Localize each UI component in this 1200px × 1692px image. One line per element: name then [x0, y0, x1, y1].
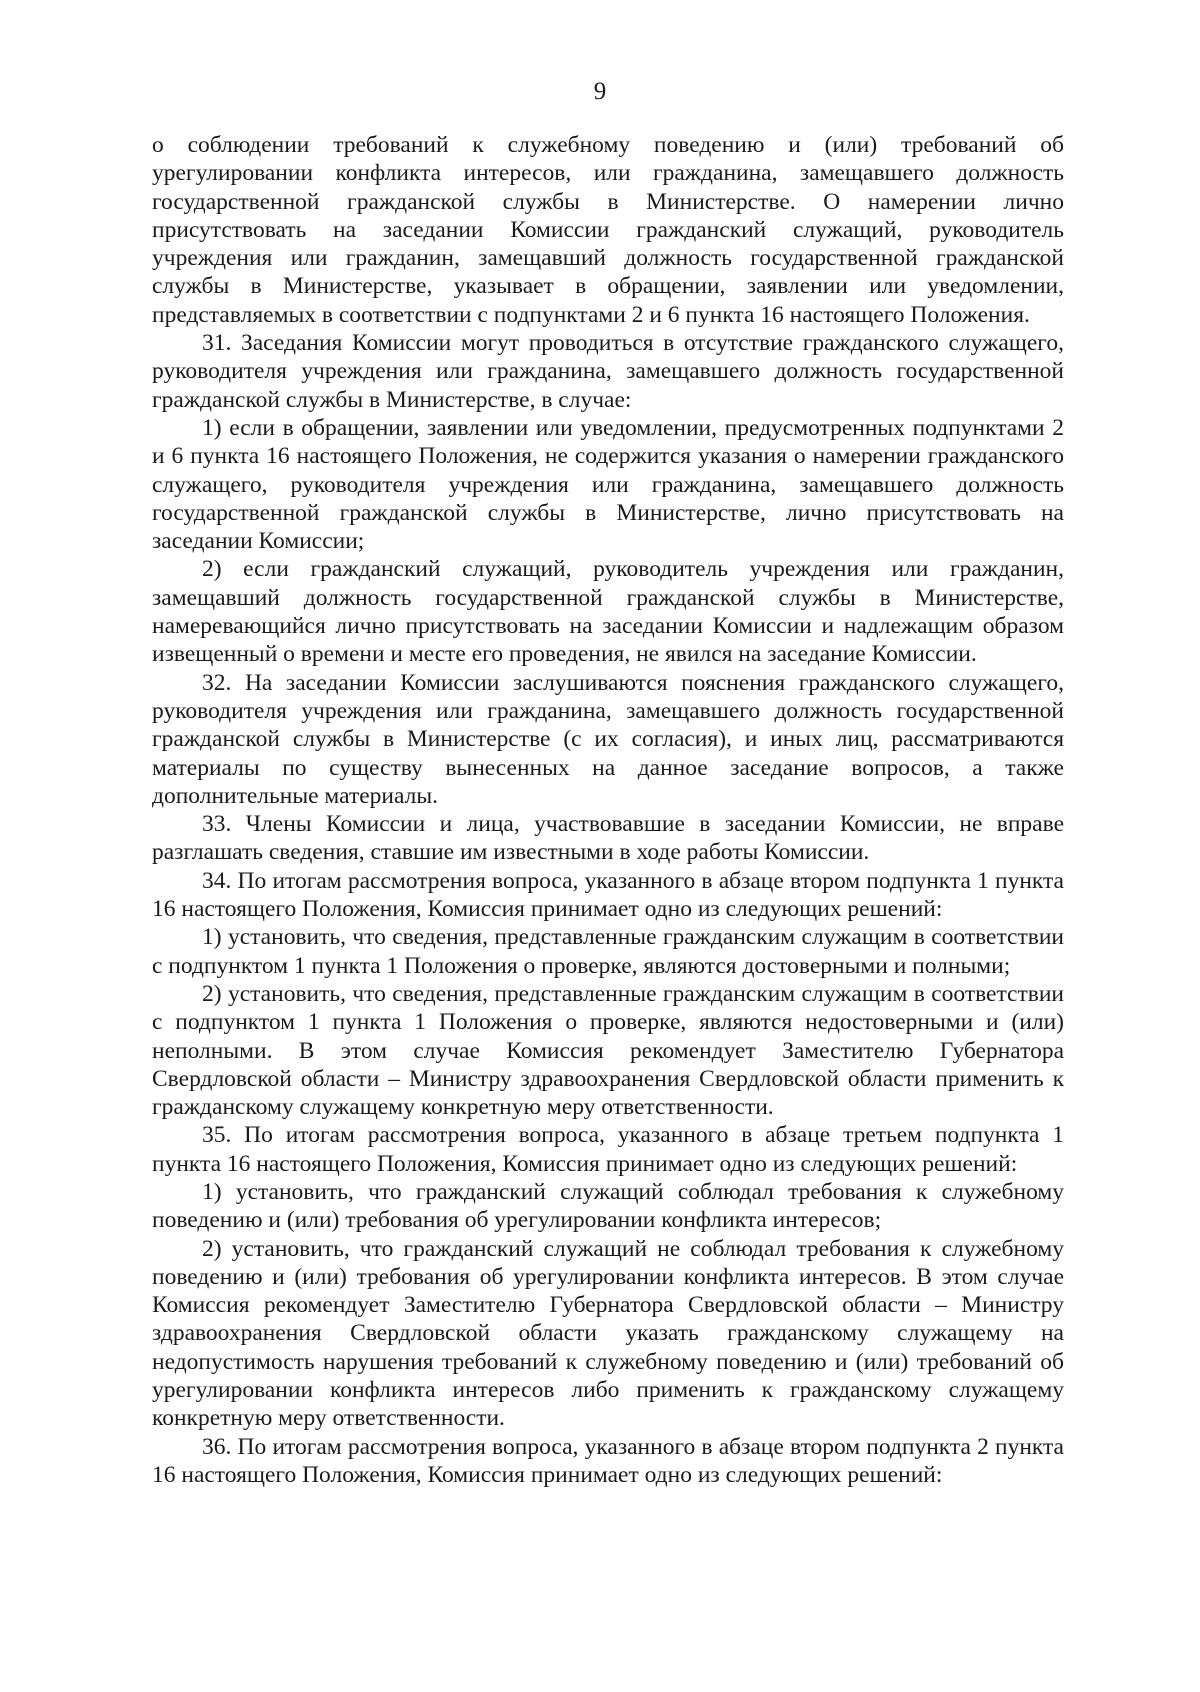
paragraph-36: 36. По итогам рассмотрения вопроса, указанного в абзаце втором подпункта 2 пункта 16 настоящего Положения, Комиссия принимает одно из следующих решений:: [152, 1433, 1064, 1488]
paragraph-32: 32. На заседании Комиссии заслушиваются пояснения гражданского служащего, руководителя учреждения или гражданина, замещавшего должность государственной гражданской службы в Министерстве (с их согласия), и иных лиц, рассматриваются материалы по существу вынесенных на данное заседание вопросов, а также дополнительные материалы.: [152, 669, 1064, 809]
paragraph-34: 34. По итогам рассмотрения вопроса, указанного в абзаце втором подпункта 1 пункта 16 настоящего Положения, Комиссия принимает одно из следующих решений:: [152, 867, 1064, 923]
page-number: 9: [593, 78, 607, 105]
paragraph-31-item-1: 1) если в обращении, заявлении или уведомлении, предусмотренных подпунктами 2 и 6 пункта 16 настоящего Положения, не содержится указания о намерении гражданского служащего, руководителя учреждения или гражданина, замещавшего должность государственной гражданской службы в Министерстве, лично присутствовать на заседании Комиссии;: [152, 414, 1064, 555]
paragraph-34-item-1: 1) установить, что сведения, представленные гражданским служащим в соответствии с подпунктом 1 пункта 1 Положения о проверке, являются достоверными и полными;: [152, 924, 1064, 979]
paragraph-33: 33. Члены Комиссии и лица, участвовавшие в заседании Комиссии, не вправе разглашать сведения, ставшие им известными в ходе работы Комиссии.: [152, 811, 1064, 866]
document-body: [152, 131, 1064, 1489]
paragraph-31: 31. Заседания Комиссии могут проводиться в отсутствие гражданского служащего, руководителя учреждения или гражданина, замещавшего должность государственной гражданской службы в Министерстве, в случае:: [152, 330, 1064, 413]
paragraph-35-item-2: 2) установить, что гражданский служащий не соблюдал требования к служебному поведению и (или) требования об урегулировании конфликта интересов. В этом случае Комиссия рекомендует Заместителю Губернатора Свердловской области – Министру здравоохранения Свердловской области указать гражданскому служащему на недопустимость нарушения требований к служебному поведению и (или) требований об урегулировании конфликта интересов либо применить к гражданскому служащему конкретную меру ответственности.: [152, 1235, 1064, 1432]
paragraph-35: 35. По итогам рассмотрения вопроса, указанного в абзаце третьем подпункта 1 пункта 16 настоящего Положения, Комиссия принимает одно из следующих решений:: [152, 1122, 1064, 1177]
paragraph-34-item-2: 2) установить, что сведения, представленные гражданским служащим в соответствии с подпунктом 1 пункта 1 Положения о проверке, являются недостоверными и (или) неполными. В этом случае Комиссия рекомендует Заместителю Губернатора Свердловской области – Министру здравоохранения Свердловской области применить к гражданскому служащему конкретную меру ответственности.: [152, 980, 1064, 1121]
paragraph-35-item-1: 1) установить, что гражданский служащий соблюдал требования к служебному поведению и (или) требования об урегулировании конфликта интересов;: [152, 1178, 1064, 1234]
paragraph-31-item-2: 2) если гражданский служащий, руководитель учреждения или гражданин, замещавший должность государственной гражданской службы в Министерстве, намеревающийся лично присутствовать на заседании Комиссии и надлежащим образом извещенный о времени и месте его проведения, не явился на заседание Комиссии.: [152, 556, 1064, 668]
paragraph-continuation: о соблюдении требований к служебному поведению и (или) требований об урегулировании конфликта интересов, или гражданина, замещавшего должность государственной гражданской службы в Министерстве. О намерении лично присутствовать на заседании Комиссии гражданский служащий, руководитель учреждения или гражданин, замещавший должность государственной гражданской службы в Министерстве, указывает в обращении, заявлении или уведомлении, представляемых в соответствии с подпунктами 2 и 6 пункта 16 настоящего Положения.: [152, 132, 1064, 328]
